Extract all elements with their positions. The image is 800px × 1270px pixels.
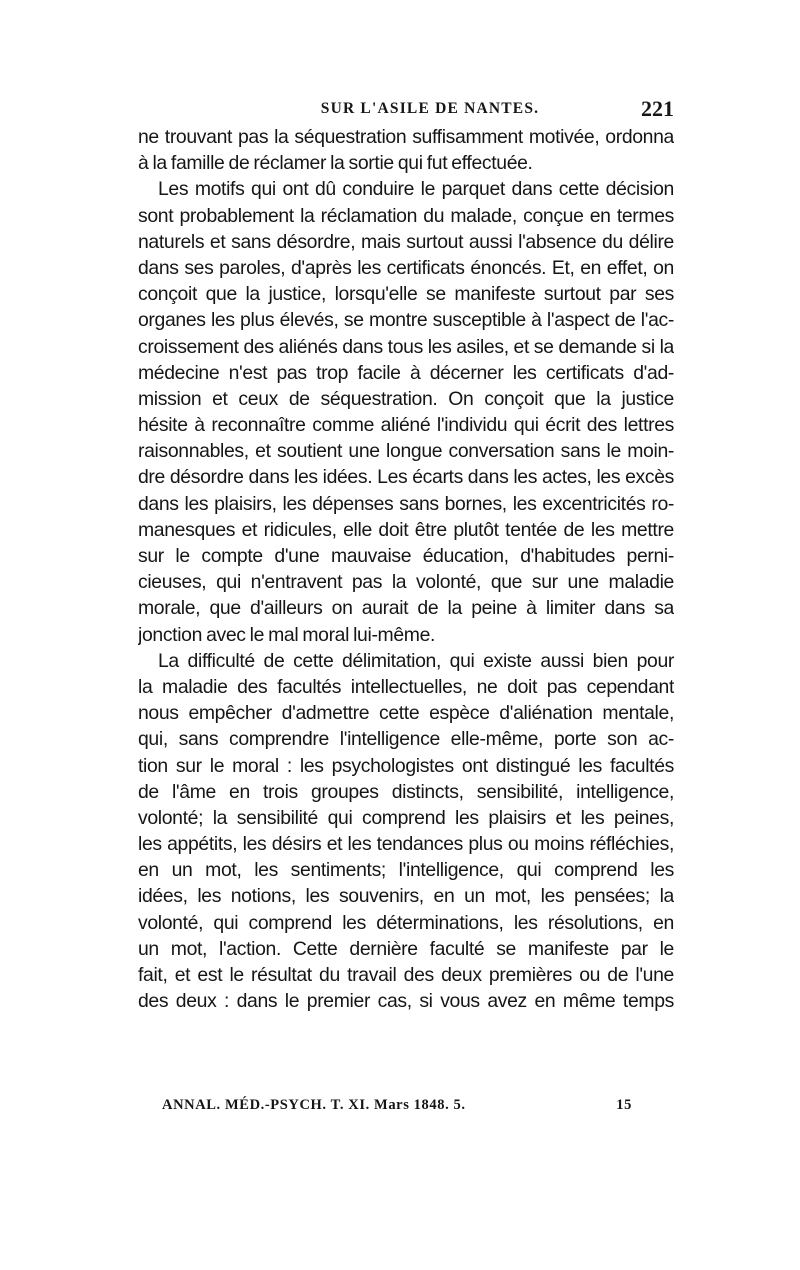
text-line: tion sur le moral : les psychologistes ont distingué les facultés [138, 754, 674, 777]
text-line: nous empêcher d'admettre cette espèce d'aliénation mentale, [138, 702, 674, 725]
text-line: idées, les notions, les souvenirs, en un mot, les pensées; la [138, 885, 674, 908]
body-text [138, 124, 674, 1014]
text-line: organes les plus élevés, se montre susceptible à l'aspect de l'ac- [138, 309, 674, 332]
text-line: en un mot, les sentiments; l'intelligence, qui comprend les [138, 859, 674, 882]
signature-number: 15 [616, 1097, 632, 1113]
text-line: naturels et sans désordre, mais surtout aussi l'absence du délire [138, 230, 674, 253]
paragraph-first-line: La difficulté de cette délimitation, qui existe aussi bien pour [158, 649, 674, 672]
text-line: les appétits, les désirs et les tendances plus ou moins réfléchies, [138, 833, 674, 856]
text-line: la maladie des facultés intellectuelles, ne doit pas cependant [138, 675, 674, 698]
signature-mark: ANNAL. MÉD.-PSYCH. T. XI. Mars 1848. 5. [162, 1097, 466, 1113]
running-head [138, 96, 674, 122]
text-line: morale, que d'ailleurs on aurait de la peine à limiter dans sa [138, 597, 674, 620]
text-line: qui, sans comprendre l'intelligence elle-même, porte son ac- [138, 728, 674, 751]
text-line: hésite à reconnaître comme aliéné l'individu qui écrit des lettres [138, 414, 674, 437]
text-line: manesques et ridicules, elle doit être plutôt tentée de les mettre [138, 518, 674, 541]
text-line: volonté, qui comprend les déterminations, les résolutions, en [138, 911, 674, 934]
text-line: fait, et est le résultat du travail des deux premières ou de l'une [138, 964, 674, 986]
text-line: médecine n'est pas trop facile à décerner les certificats d'ad- [138, 361, 674, 384]
text-line: cieuses, qui n'entravent pas la volonté, que sur une maladie [138, 571, 674, 594]
text-line: un mot, l'action. Cette dernière faculté se manifeste par le [138, 937, 674, 960]
text-line: des deux : dans le premier cas, si vous avez en même temps [138, 990, 674, 1013]
text-line: dans les plaisirs, les dépenses sans bornes, les excentricités ro- [138, 492, 674, 515]
paragraph-first-line: Les motifs qui ont dû conduire le parquet dans cette décision [158, 178, 674, 201]
text-line: à la famille de réclamer la sortie qui fut effectuée. [138, 152, 533, 175]
text-line: ne trouvant pas la séquestration suffisamment motivée, ordonna [138, 126, 674, 148]
text-line: sont probablement la réclamation du malade, conçue en termes [138, 204, 674, 227]
text-line: volonté; la sensibilité qui comprend les plaisirs et les peines, [138, 806, 674, 829]
running-title: SUR L'ASILE DE NANTES. [320, 100, 540, 117]
text-line: conçoit que la justice, lorsqu'elle se manifeste surtout par ses [138, 283, 674, 306]
text-line: mission et ceux de séquestration. On conçoit que la justice [138, 387, 674, 410]
text-line: de l'âme en trois groupes distincts, sensibilité, intelligence, [138, 780, 674, 803]
text-line: croissement des aliénés dans tous les asiles, et se demande si la [138, 335, 674, 358]
page-number: 221 [641, 96, 674, 121]
text-line: dre désordre dans les idées. Les écarts dans les actes, les excès [138, 466, 674, 489]
text-line: jonction avec le mal moral lui-même. [138, 623, 436, 646]
text-line: dans ses paroles, d'après les certificats énoncés. Et, en effet, on [138, 256, 674, 279]
text-line: sur le compte d'une mauvaise éducation, d'habitudes perni- [138, 545, 674, 567]
signature-footer [162, 1097, 632, 1119]
text-line: raisonnables, et soutient une longue conversation sans le moin- [138, 440, 674, 463]
